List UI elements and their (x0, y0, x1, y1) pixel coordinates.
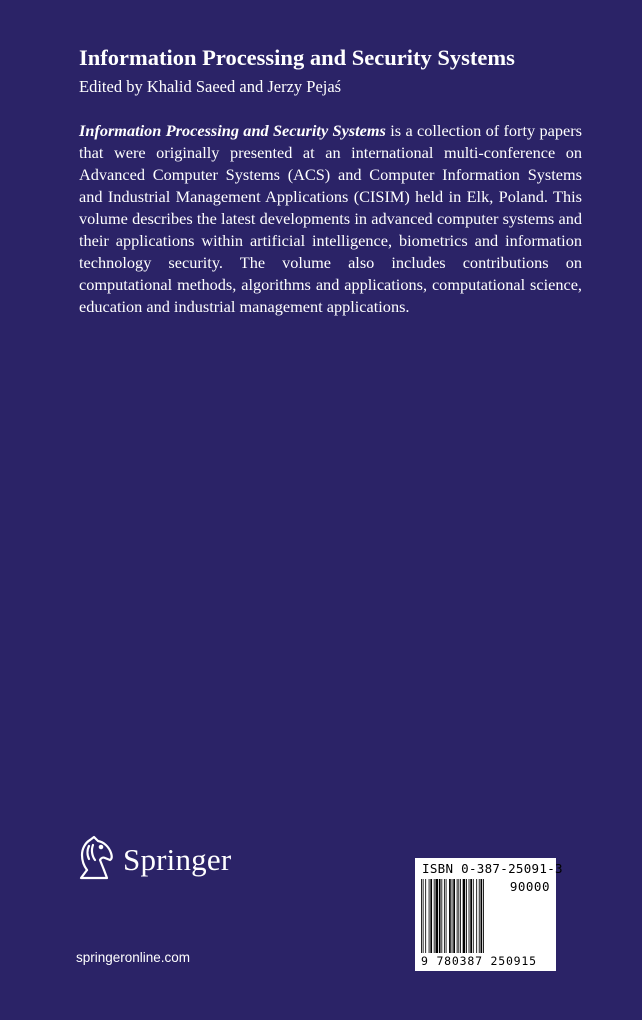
book-title: Information Processing and Security Systems (79, 45, 515, 70)
isbn-text: ISBN 0-387-25091-3 (422, 861, 563, 876)
editors-line: Edited by Khalid Saeed and Jerzy Pejaś (79, 77, 342, 96)
description-text: is a collection of forty papers that were originally presented at an international multi-conference on Advanced Computer Systems (ACS) and Computer Information Systems and Industrial Management Applications (CISIM) held in Elk, Poland. This volume describes the latest developments in advanced computer systems and their applications within artificial intelligence, biometrics and information technology security. The volume also includes contributions on computational methods, algorithms and applications, computational science, education and industrial management applications. (79, 121, 582, 316)
isbn-barcode (415, 858, 563, 971)
publisher-url: springeronline.com (76, 950, 191, 965)
barcode-digits: 9 780387 250915 (421, 954, 537, 968)
barcode-bars (421, 879, 509, 953)
book-description (79, 120, 582, 318)
springer-logo (74, 834, 231, 884)
springer-horse-icon (74, 834, 118, 884)
price-code: 90000 (509, 879, 550, 894)
publisher-name: Springer (123, 841, 232, 877)
description-book-title: Information Processing and Security Systems (79, 121, 386, 140)
